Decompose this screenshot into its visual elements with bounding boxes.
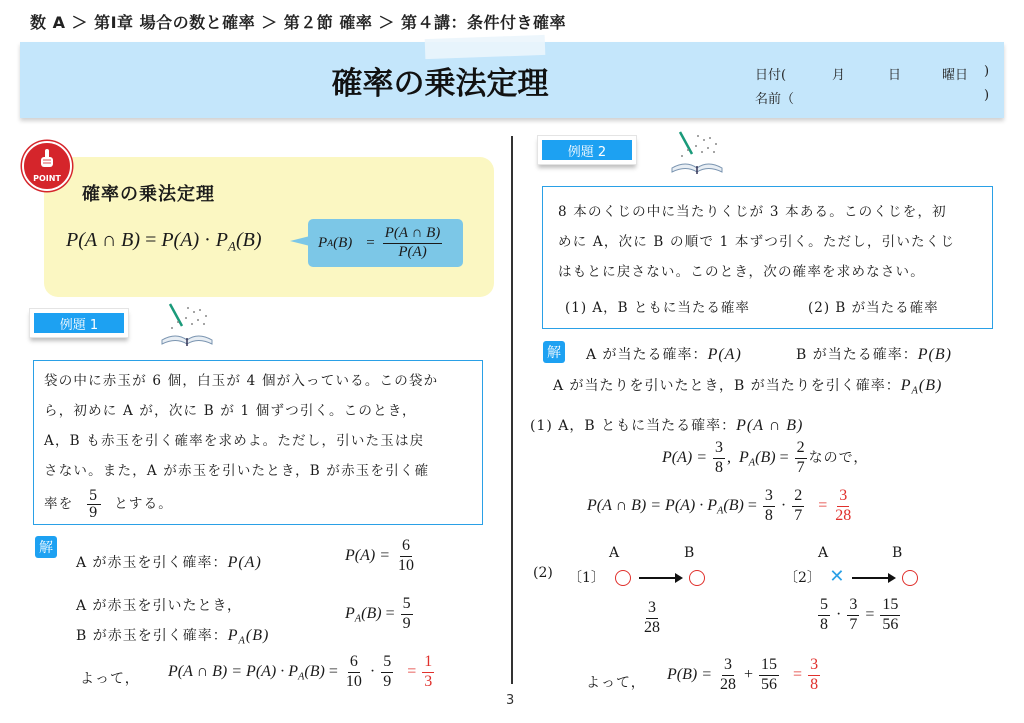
case1-col-a: A	[609, 545, 620, 561]
math: P(B) =	[667, 665, 716, 683]
math: P(A)	[227, 554, 262, 571]
problem-line: ら，初めに A が，次に B が 1 個ずつ引く。このとき，	[44, 403, 417, 419]
formula-arg: (B)	[235, 229, 262, 251]
math: P(A) =	[345, 546, 394, 564]
problem-line: 8 本のくじの中に当たりくじが 3 本ある。このくじを，初	[558, 204, 947, 220]
answer: = $\frac{3}{28}$	[818, 487, 852, 524]
month-label: 月	[832, 68, 846, 83]
text: なので，	[808, 450, 869, 466]
denominator: 8	[764, 506, 773, 524]
question-2: (2) B が当たる確率	[808, 300, 939, 316]
formula-p: P	[215, 229, 228, 251]
example2-label: 例題 2	[538, 136, 636, 164]
numerator: 3	[722, 657, 734, 676]
example1-problem-text	[44, 366, 438, 522]
formula-equals: =	[140, 229, 162, 251]
callout-tail	[290, 236, 310, 246]
fraction	[847, 597, 859, 634]
fraction	[759, 657, 779, 694]
ex1-sol-row2a: A が赤玉を引いたとき，	[76, 598, 242, 614]
fraction	[396, 538, 416, 575]
case1-col-b: B	[684, 545, 695, 561]
answer-fraction	[422, 654, 434, 691]
numerator: 15	[759, 657, 779, 676]
conditional-probability-callout	[308, 219, 463, 267]
point-heading: 確率の乗法定理	[82, 184, 215, 205]
numerator: 5	[88, 487, 99, 504]
part2-label: (2)	[533, 565, 553, 581]
subscript: A	[354, 613, 362, 625]
case1-result	[640, 600, 664, 637]
text: A が当たりを引いたとき，B が当たりを引く確率：	[553, 378, 901, 394]
name-label: 名前（	[755, 92, 795, 107]
example1-label: 例題 1	[30, 309, 128, 337]
ex2-part1-given: P(A) = $\frac{3}{8}$ , $P_A(B)$ = $\frac{2}{7}$ なので，	[662, 439, 869, 476]
denominator: 8	[715, 458, 723, 476]
callout-equals: =	[366, 234, 375, 251]
math: P(B)	[917, 346, 952, 363]
math: (B)	[361, 604, 382, 622]
numerator: 15	[880, 597, 900, 616]
math: P(A ∩ B) = P(A) ·	[587, 496, 708, 514]
math: P	[345, 604, 355, 622]
banner-tape-decoration	[425, 35, 546, 59]
equals: =	[324, 662, 342, 680]
ex2-def-conditional	[553, 375, 942, 397]
date-field	[755, 64, 786, 83]
open-book-icon	[158, 300, 216, 352]
ex2-def-a	[586, 344, 742, 364]
callout-fraction	[383, 226, 443, 261]
math: (B)	[304, 662, 325, 680]
callout-numerator: P(A ∩ B)	[383, 226, 443, 244]
fraction	[381, 654, 393, 691]
ex2-conclusion-prefix: よって，	[586, 675, 646, 691]
formula-pa: P(A)	[161, 229, 200, 251]
math: P(A ∩ B)	[736, 417, 804, 434]
math: P(A ∩ B) = P(A) ·	[168, 662, 289, 680]
day-label: 日	[888, 68, 902, 83]
arrow-right-icon	[852, 577, 894, 579]
text: B が赤玉を引く確率：	[76, 628, 228, 644]
ex1-conclusion-expression: P(A ∩ $B) = P(A) \cdot P_A(B)$ = $\frac{6}{10}$ · $\frac{5}{9}$ = $\frac{1}{3}$	[168, 654, 436, 691]
denominator: 56	[761, 675, 778, 693]
math: (B)	[755, 448, 776, 466]
fraction	[87, 489, 101, 520]
fraction	[795, 440, 807, 477]
answer: = $\frac{1}{3}$	[407, 653, 433, 690]
raised-finger-icon	[39, 149, 55, 171]
denominator: 28	[720, 675, 736, 693]
case2-calculation: $\frac{5}{8}$ · $\frac{3}{7}$ = $\frac{15}{56}$	[820, 596, 899, 633]
fraction	[880, 597, 900, 634]
denominator: 56	[882, 615, 899, 633]
denominator: 10	[398, 556, 414, 574]
fraction	[792, 488, 804, 525]
numerator: 3	[847, 597, 859, 616]
math: P	[900, 377, 912, 394]
subscript: A	[748, 457, 756, 469]
problem-line: A，B も赤玉を引く確率を求めよ。ただし，引いた玉は戻	[44, 433, 425, 449]
subscript: A	[911, 385, 919, 397]
text: B が当たる確率：	[796, 347, 918, 363]
math: (B)	[245, 627, 270, 644]
numerator: 2	[795, 440, 807, 459]
fraction	[763, 488, 775, 525]
date-close-paren: )	[984, 64, 990, 79]
miss-cross-icon: ✕	[829, 566, 845, 587]
math: P	[739, 448, 749, 466]
formula-lhs: P(A ∩ B)	[66, 229, 141, 251]
denominator: 9	[402, 614, 411, 632]
ex2-conclusion-expression: P(B) = $\frac{3}{28}$ + $\frac{15}{56}$ = $\frac{3}{8}$	[667, 657, 822, 694]
numerator: 1	[422, 654, 434, 673]
date-label: 日付(	[755, 68, 787, 83]
case2-col-b: B	[892, 545, 903, 561]
numerator: 3	[808, 657, 820, 676]
ex1-pab-value: $P_A(B)$ = $\frac{5}{9}$	[345, 595, 411, 632]
fraction	[642, 600, 662, 637]
question-1: (1) A，B ともに当たる確率	[565, 300, 750, 316]
math: (B)	[918, 377, 943, 394]
problem-line: さない。また，A が赤玉を引いたとき，B が赤玉を引く確	[44, 463, 430, 479]
callout-denominator: P(A)	[398, 243, 427, 260]
problem-line	[44, 486, 438, 522]
denominator: 28	[835, 506, 852, 524]
callout-subscript: A	[327, 237, 334, 249]
answer: = $\frac{3}{8}$	[793, 656, 819, 693]
page-number: 3	[506, 693, 515, 708]
numerator: 5	[401, 596, 413, 615]
case2-label: 〔2〕	[784, 570, 821, 586]
answer-fraction	[833, 488, 853, 525]
text: とする。	[114, 496, 174, 512]
fraction	[818, 597, 830, 634]
numerator: 3	[763, 488, 775, 507]
subscript: A	[298, 671, 305, 683]
ex1-sol-row2b	[76, 625, 269, 647]
arrow-right-icon	[639, 577, 681, 579]
ex1-conclusion-prefix: よって，	[80, 671, 140, 687]
ex2-def-b	[796, 344, 952, 364]
numerator: 3	[646, 600, 658, 619]
problem-line: 袋の中に赤玉が 6 個，白玉が 4 個が入っている。この袋か	[44, 373, 439, 389]
text: A が赤玉を引く確率：	[76, 555, 228, 571]
point-badge	[22, 141, 72, 191]
math: P(A)	[707, 346, 742, 363]
hit-circle-icon	[689, 570, 705, 586]
denominator: 7	[794, 506, 803, 524]
ex2-part1-heading	[530, 415, 803, 435]
column-divider	[511, 136, 513, 684]
denominator: 3	[424, 672, 433, 690]
solution-badge: 解	[543, 341, 565, 363]
subscript: A	[238, 635, 246, 647]
formula-dot: ·	[199, 229, 216, 251]
numerator: 3	[713, 440, 725, 459]
numerator: 2	[792, 488, 804, 507]
denominator: 9	[88, 505, 99, 521]
numerator: 5	[381, 654, 393, 673]
callout-p: P	[318, 234, 328, 251]
math: (B)	[723, 496, 744, 514]
numerator: 3	[837, 488, 849, 507]
ex2-part1-calculation: P(A ∩ $B) = P(A) \cdot P_A(B)$ = $\frac{3}{8}$ · $\frac{2}{7}$ = $\frac{3}{28}$	[587, 488, 855, 525]
open-book-icon	[668, 128, 726, 180]
solution-badge: 解	[35, 536, 57, 558]
denominator: 8	[810, 675, 819, 693]
numerator: 6	[348, 654, 360, 673]
denominator: 7	[796, 458, 805, 476]
denominator: 10	[345, 672, 362, 690]
case2-row	[784, 566, 918, 587]
fraction	[344, 654, 364, 691]
page-title: 確率の乗法定理	[331, 66, 549, 102]
text: 率を	[44, 496, 74, 512]
problem-line: はもとに戻さない。このとき，次の確率を求めなさい。	[558, 264, 925, 280]
text: (1) A，B ともに当たる確率：	[530, 418, 737, 434]
fraction	[401, 596, 413, 633]
subscript: A	[717, 505, 724, 517]
fraction	[713, 440, 725, 477]
math: P	[288, 662, 299, 680]
ex1-sol-row1	[76, 552, 262, 572]
denominator: 8	[820, 615, 828, 633]
denominator: 28	[644, 618, 660, 636]
breadcrumb: 数 A ＞ 第Ⅰ章 場合の数と確率 ＞ 第２節 確率 ＞ 第４講：条件付き確率	[30, 13, 566, 32]
denominator: 7	[849, 615, 858, 633]
numerator: 5	[818, 597, 830, 616]
math: P	[227, 627, 239, 644]
fraction	[718, 657, 738, 694]
formula-subscript: A	[228, 238, 236, 254]
math: P(A) =	[662, 448, 711, 466]
case1-label: 〔1〕	[568, 570, 605, 586]
math: P	[707, 496, 718, 514]
ex1-pa-value	[345, 538, 418, 575]
weekday-label: 曜日	[942, 68, 969, 83]
case1-row	[568, 567, 705, 587]
answer-fraction	[808, 657, 820, 694]
case2-col-a: A	[818, 545, 829, 561]
denominator: 9	[383, 672, 392, 690]
text: A が当たる確率：	[586, 347, 708, 363]
point-badge-label: POINT	[33, 174, 61, 183]
hit-circle-icon	[615, 570, 631, 586]
name-close-paren: )	[984, 88, 990, 103]
hit-circle-icon	[902, 570, 918, 586]
numerator: 6	[400, 538, 412, 557]
callout-arg: (B)	[333, 234, 353, 251]
multiplication-theorem-formula	[66, 229, 262, 255]
example2-problem-text	[558, 197, 955, 287]
problem-line: めに A，次に B の順で 1 本ずつ引く。ただし，引いたくじ	[558, 234, 956, 250]
